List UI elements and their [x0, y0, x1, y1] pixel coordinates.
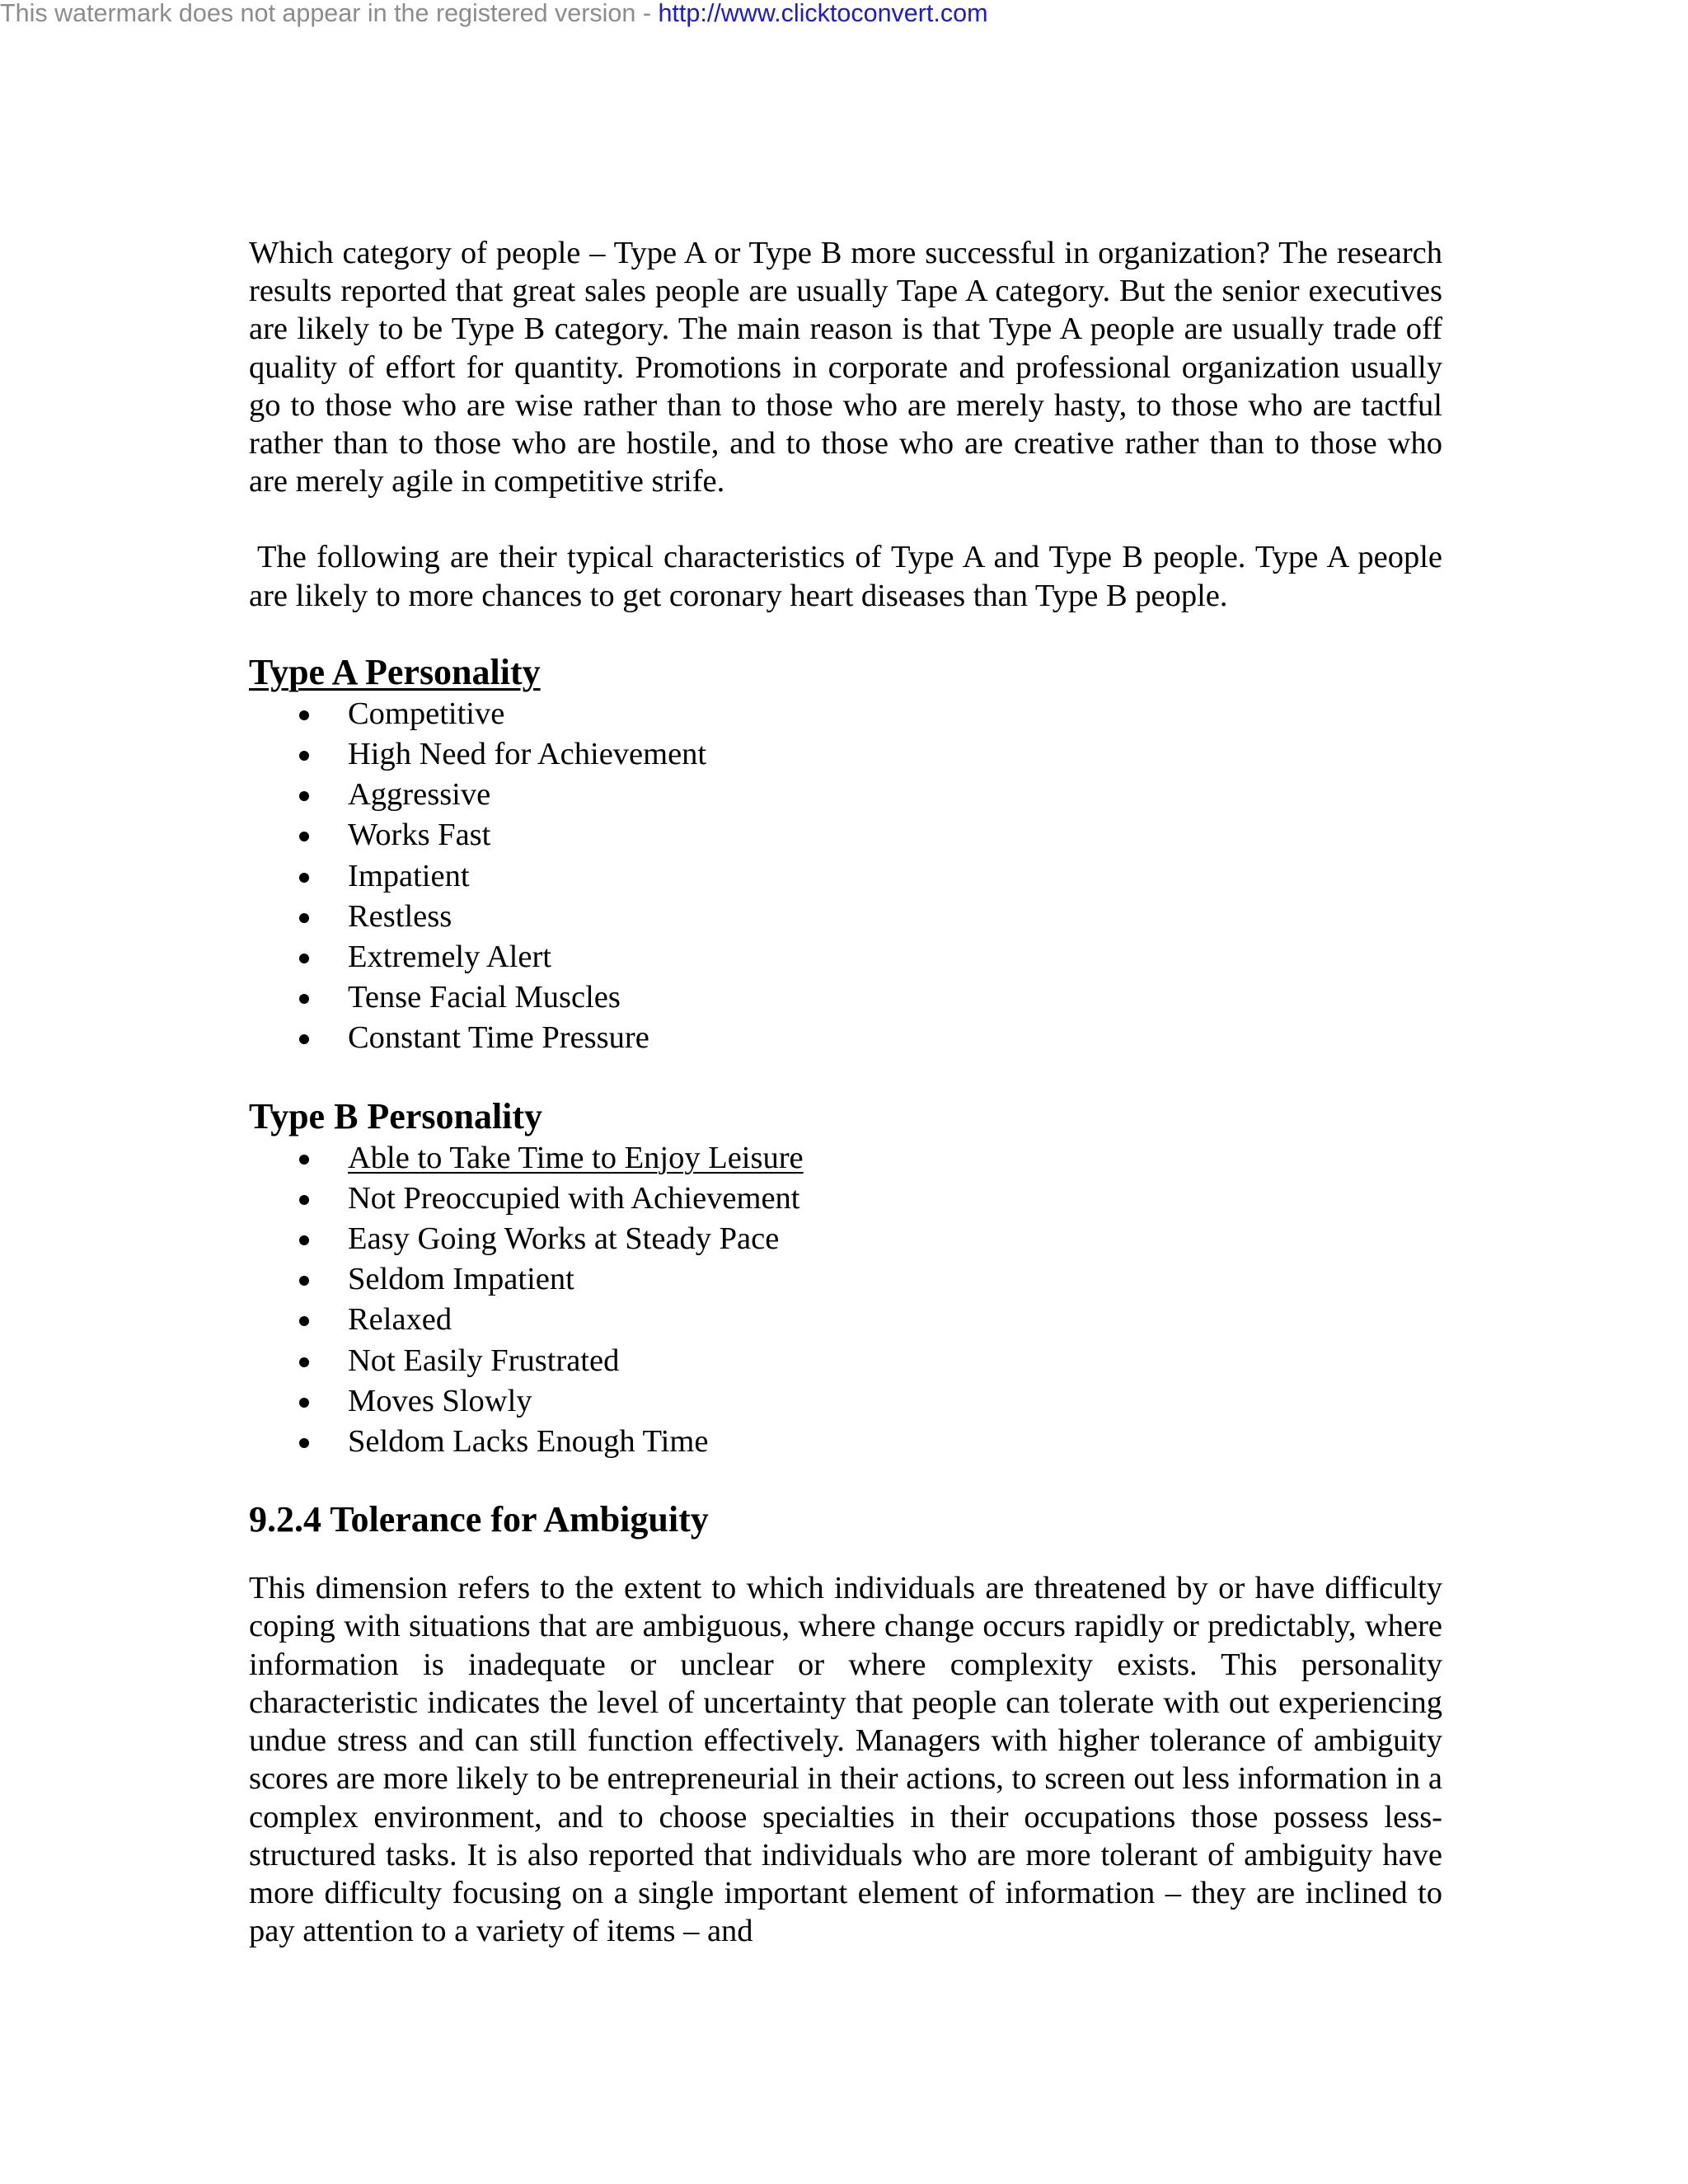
document-page: [249, 234, 1442, 1950]
list-item: [249, 937, 1442, 977]
bullet-icon: [299, 994, 309, 1004]
list-item-label: Not Preoccupied with Achievement: [348, 1180, 800, 1216]
list-item-label: Tense Facial Muscles: [348, 980, 621, 1015]
list-item-label: Works Fast: [348, 818, 491, 853]
list-item-label: Moves Slowly: [348, 1383, 532, 1418]
list-item: [249, 856, 1442, 897]
bullet-icon: [299, 1235, 309, 1245]
watermark-link[interactable]: http://www.clicktoconvert.com: [658, 0, 988, 27]
bullet-icon: [299, 1034, 309, 1044]
list-item: [249, 1219, 1442, 1259]
list-item: [249, 1381, 1442, 1422]
bullet-icon: [299, 954, 309, 963]
watermark-text: This watermark does not appear in the registered version -: [0, 0, 659, 27]
bullet-icon: [299, 873, 309, 883]
list-item-label: Able to Take Time to Enjoy Leisure: [348, 1140, 804, 1175]
bullet-icon: [299, 1398, 309, 1408]
list-item-label: Easy Going Works at Steady Pace: [348, 1221, 780, 1257]
list-item-label: Aggressive: [348, 777, 491, 813]
bullet-icon: [299, 1155, 309, 1165]
type-a-list: [249, 694, 1442, 1059]
list-item: [249, 977, 1442, 1018]
list-item: [249, 1300, 1442, 1340]
section-heading-tolerance: 9.2.4 Tolerance for Ambiguity: [249, 1499, 709, 1540]
list-item-label: Competitive: [348, 696, 505, 731]
bullet-icon: [299, 1195, 309, 1205]
list-item: [249, 897, 1442, 937]
bullet-icon: [299, 1357, 309, 1367]
tolerance-paragraph: This dimension refers to the extent to which individuals are threatened by or have difficulty coping with situations that are ambiguous, where change occurs rapidly or predictably, where information is inadequate or unclear or where complexity exists. This personality characteristic indicates the level of uncertainty that people can tolerate with out experiencing undue stress and can still function effectively. Managers with higher tolerance of ambiguity scores are more likely to be entrepreneurial in their actions, to screen out less information in a complex environment, and to choose specialties in their occupations those possess less-structured tasks. It is also reported that individuals who are more tolerant of ambiguity have more difficulty focusing on a single important element of information – they are inclined to pay attention to a variety of items – and: [249, 1571, 1442, 1949]
list-item-label: Seldom Lacks Enough Time: [348, 1424, 709, 1460]
list-item-label: Seldom Impatient: [348, 1262, 574, 1297]
list-item: [249, 1018, 1442, 1058]
intro-paragraph: Which category of people – Type A or Type B more successful in organization? The research results reported that great sales people are usually Tape A category. But the senior executives are likely to be Type B category. The main reason is that Type A people are usually trade off quality of effort for quantity. Promotions in corporate and professional organization usually go to those who are wise rather than to those who are merely hasty, to those who are tactful rather than to those who are hostile, and to those who are creative rather than to those who are merely agile in competitive strife.: [249, 236, 1442, 499]
list-item: [249, 1422, 1442, 1462]
list-item-label: Impatient: [348, 858, 470, 893]
type-b-list: [249, 1138, 1442, 1463]
bullet-icon: [299, 832, 309, 841]
bullet-icon: [299, 1316, 309, 1326]
list-item-label: Not Easily Frustrated: [348, 1343, 620, 1378]
list-item: [249, 1179, 1442, 1219]
bullet-icon: [299, 913, 309, 923]
list-item-label: Restless: [348, 898, 452, 934]
list-item: [249, 1259, 1442, 1300]
list-item-label: High Need for Achievement: [348, 737, 707, 772]
list-item-label: Extremely Alert: [348, 940, 551, 975]
bullet-icon: [299, 710, 309, 720]
list-item: [249, 1341, 1442, 1381]
watermark-banner: [0, 0, 987, 27]
bullet-icon: [299, 1438, 309, 1448]
list-item: [249, 1138, 1442, 1179]
type-b-heading: Type B Personality: [249, 1095, 543, 1137]
type-a-heading: Type A Personality: [249, 651, 541, 692]
list-item: [249, 694, 1442, 734]
bullet-icon: [299, 1276, 309, 1286]
list-item-label: Relaxed: [348, 1302, 452, 1338]
characteristics-paragraph: The following are their typical characteristics of Type A and Type B people. Type A people are likely to more chances to get coronary heart diseases than Type B people.: [249, 540, 1442, 613]
list-item: [249, 775, 1442, 815]
bullet-icon: [299, 791, 309, 801]
list-item-label: Constant Time Pressure: [348, 1020, 649, 1056]
list-item: [249, 734, 1442, 775]
bullet-icon: [299, 751, 309, 761]
list-item: [249, 815, 1442, 855]
